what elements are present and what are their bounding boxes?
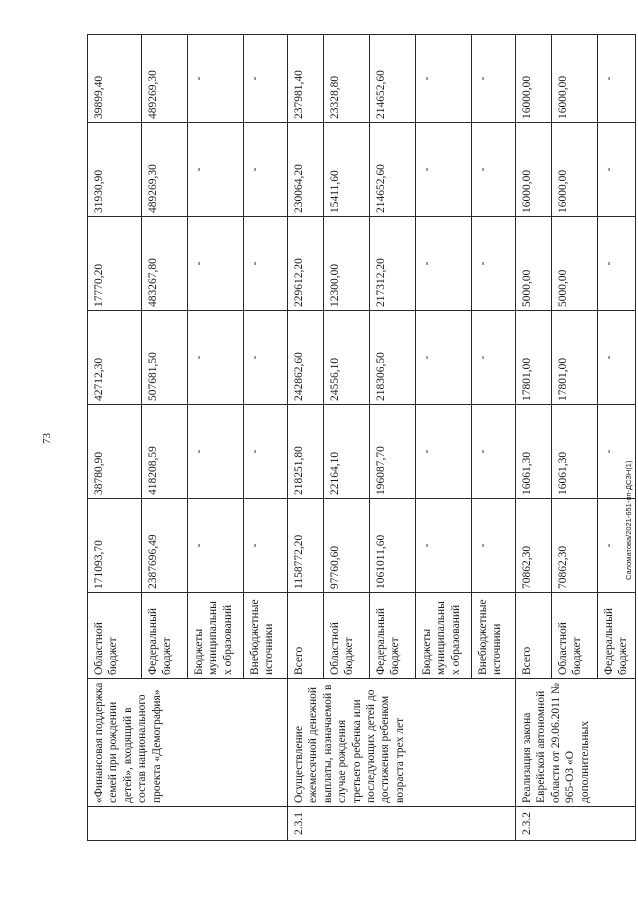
funding-source-cell: Всего — [288, 593, 324, 679]
value-cell: 218251,80 — [288, 405, 324, 499]
value-cell: - — [598, 311, 636, 405]
budget-table — [87, 34, 636, 841]
document-footer-code: Саломатова/2021-651-пп-ДСЗН(1) — [624, 460, 633, 580]
value-cell: 489269,30 — [142, 123, 188, 217]
funding-source-cell: Всего — [516, 593, 552, 679]
value-cell: 42712,30 — [88, 311, 142, 405]
table-row — [288, 35, 324, 841]
value-cell: - — [598, 405, 636, 499]
value-cell: - — [188, 35, 244, 123]
table-row — [516, 35, 552, 841]
value-cell: - — [598, 35, 636, 123]
value-cell: - — [188, 499, 244, 593]
value-cell: 39899,40 — [88, 35, 142, 123]
value-cell: - — [188, 217, 244, 311]
value-cell: 97760,60 — [324, 499, 370, 593]
value-cell: - — [472, 35, 516, 123]
value-cell: 196087,70 — [370, 405, 416, 499]
value-cell: 16000,00 — [516, 35, 552, 123]
value-cell: - — [244, 35, 288, 123]
funding-source-cell: Федеральный бюджет — [370, 593, 416, 679]
value-cell: - — [244, 123, 288, 217]
value-cell: 16000,00 — [552, 123, 598, 217]
value-cell: 507681,50 — [142, 311, 188, 405]
value-cell: 70862,30 — [552, 499, 598, 593]
value-cell: 12300,00 — [324, 217, 370, 311]
row-code-cell — [88, 807, 288, 841]
value-cell: 214652,60 — [370, 35, 416, 123]
measure-name-cell: Осуществление ежемесячной денежной выплаты, назначаемой в случае рождения третьего ребенка или последующих детей до достижения ребенком возраста трех лет — [288, 679, 516, 807]
value-cell: 237981,40 — [288, 35, 324, 123]
value-cell: 17801,00 — [552, 311, 598, 405]
row-code-cell: 2.3.2 — [516, 807, 636, 841]
value-cell: - — [244, 311, 288, 405]
value-cell: - — [188, 123, 244, 217]
value-cell: - — [244, 405, 288, 499]
funding-source-cell: Бюджеты муниципальных образований — [416, 593, 472, 679]
value-cell: 17801,00 — [516, 311, 552, 405]
funding-source-cell: Бюджеты муниципальных образований — [188, 593, 244, 679]
measure-name-cell: «Финансовая поддержка семей при рождении детей», входящий в состав национального проекта «Демография» — [88, 679, 288, 807]
value-cell: - — [598, 499, 636, 593]
value-cell: - — [188, 405, 244, 499]
funding-source-cell: Областной бюджет — [88, 593, 142, 679]
funding-source-cell: Областной бюджет — [324, 593, 370, 679]
value-cell: - — [416, 35, 472, 123]
funding-source-cell: Федеральный бюджет — [142, 593, 188, 679]
value-cell: 230064,20 — [288, 123, 324, 217]
value-cell: 229612,20 — [288, 217, 324, 311]
value-cell: 218306,50 — [370, 311, 416, 405]
value-cell: 16000,00 — [516, 123, 552, 217]
value-cell: 418208,59 — [142, 405, 188, 499]
value-cell: 214652,60 — [370, 123, 416, 217]
value-cell: - — [244, 217, 288, 311]
value-cell: 483267,80 — [142, 217, 188, 311]
value-cell: 489269,30 — [142, 35, 188, 123]
value-cell: 16061,30 — [552, 405, 598, 499]
value-cell: - — [244, 499, 288, 593]
funding-source-cell: Внебюджетные источники — [472, 593, 516, 679]
value-cell: - — [598, 123, 636, 217]
value-cell: - — [188, 311, 244, 405]
value-cell: - — [416, 311, 472, 405]
value-cell: - — [472, 217, 516, 311]
value-cell: - — [416, 123, 472, 217]
value-cell: - — [472, 405, 516, 499]
value-cell: 38780,90 — [88, 405, 142, 499]
value-cell: - — [416, 405, 472, 499]
funding-source-cell: Федеральный бюджет — [598, 593, 636, 679]
value-cell: 23328,80 — [324, 35, 370, 123]
value-cell: - — [472, 311, 516, 405]
value-cell: 22164,10 — [324, 405, 370, 499]
value-cell: 5000,00 — [516, 217, 552, 311]
value-cell: 17770,20 — [88, 217, 142, 311]
value-cell: 2387696,49 — [142, 499, 188, 593]
value-cell: 16061,30 — [516, 405, 552, 499]
value-cell: 16000,00 — [552, 35, 598, 123]
value-cell: 242862,60 — [288, 311, 324, 405]
value-cell: - — [598, 217, 636, 311]
page-number: 73 — [41, 433, 53, 444]
value-cell: - — [472, 123, 516, 217]
value-cell: 217312,20 — [370, 217, 416, 311]
value-cell: 24556,10 — [324, 311, 370, 405]
value-cell: 1061011,60 — [370, 499, 416, 593]
value-cell: 31930,90 — [88, 123, 142, 217]
row-code-cell: 2.3.1 — [288, 807, 516, 841]
funding-source-cell: Внебюджетные источники — [244, 593, 288, 679]
value-cell: 70862,30 — [516, 499, 552, 593]
value-cell: 5000,00 — [552, 217, 598, 311]
value-cell: - — [472, 499, 516, 593]
funding-source-cell: Областной бюджет — [552, 593, 598, 679]
value-cell: - — [416, 217, 472, 311]
value-cell: 1158772,20 — [288, 499, 324, 593]
value-cell: - — [416, 499, 472, 593]
table-row — [88, 35, 142, 841]
value-cell: 15411,60 — [324, 123, 370, 217]
value-cell: 171093,70 — [88, 499, 142, 593]
measure-name-cell: Реализация закона Еврейской автономной области от 29.06.2011 № 965-ОЗ «О дополнительных — [516, 679, 636, 807]
